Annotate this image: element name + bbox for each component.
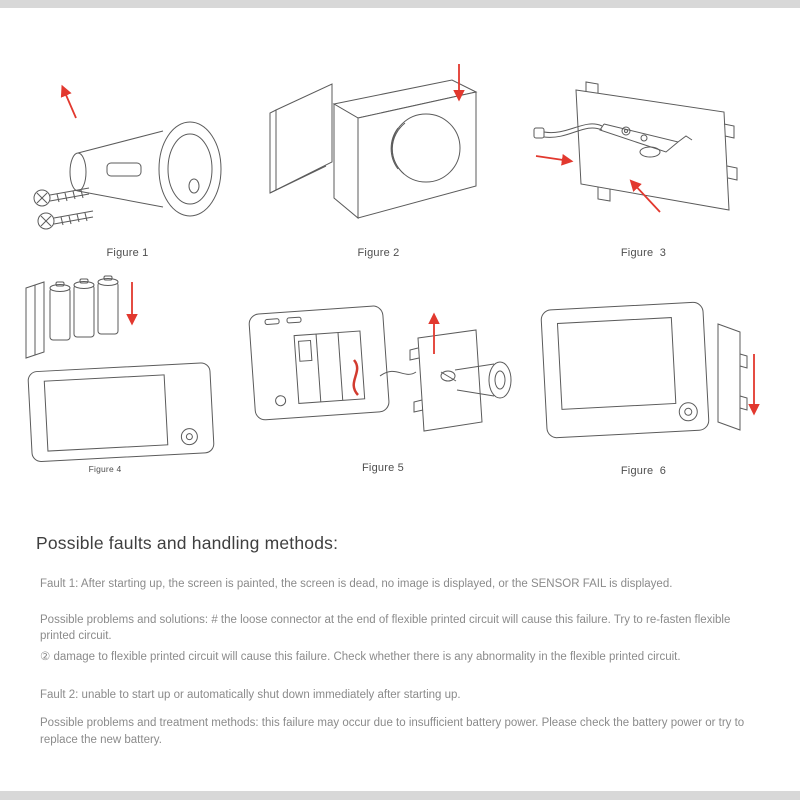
top-border-strip bbox=[0, 0, 800, 8]
figure-5-illustration bbox=[238, 300, 528, 460]
figure-1-caption: Figure 1 bbox=[106, 247, 149, 259]
peephole-barrel bbox=[70, 122, 221, 216]
back-panel bbox=[270, 84, 332, 193]
batteries bbox=[50, 276, 118, 340]
figure-1-illustration bbox=[15, 60, 240, 245]
figure-3 bbox=[526, 60, 761, 259]
red-arrow-icon bbox=[536, 156, 570, 161]
figure-6-caption: Figure 6 bbox=[620, 465, 667, 477]
monitor-front bbox=[541, 302, 709, 438]
figure-2-illustration bbox=[266, 60, 491, 245]
figure-3-illustration bbox=[526, 60, 761, 245]
figure-6-illustration bbox=[526, 298, 761, 463]
figure-4-illustration bbox=[20, 272, 235, 462]
solution-2-text: Possible problems and treatment methods: this failure may occur due to insufficient battery power. Please check the battery power or try to replace the new battery. bbox=[40, 717, 745, 747]
fault-2-text: Fault 2: unable to start up or automatically shut down immediately after starting up. bbox=[40, 688, 461, 701]
solution-1a-text: Possible problems and solutions: # the loose connector at the end of flexible printed circuit will cause this failure. Try to re-fasten flexible printed circuit. bbox=[40, 613, 731, 643]
fault-1-text: Fault 1: After starting up, the screen is painted, the screen is dead, no image is displayed, or the SENSOR FAIL is displayed. bbox=[40, 578, 673, 590]
solution-1b-text: ② damage to flexible printed circuit will cause this failure. Check whether there is any abnormality in the flexible printed circuit. bbox=[40, 651, 681, 664]
faults-section bbox=[36, 533, 768, 749]
camera-box bbox=[334, 80, 476, 218]
mounting-plate bbox=[576, 82, 737, 210]
figure-2 bbox=[266, 60, 491, 259]
figure-2-caption: Figure 2 bbox=[357, 247, 400, 259]
figure-5-caption: Figure 5 bbox=[362, 462, 404, 474]
mounting-screws bbox=[34, 188, 93, 229]
figure-6 bbox=[526, 298, 761, 477]
plate-edge bbox=[718, 324, 747, 430]
monitor-front bbox=[28, 363, 214, 462]
red-arrow-icon bbox=[63, 88, 76, 118]
battery-cover bbox=[26, 282, 44, 358]
bracket-plate bbox=[410, 330, 482, 431]
monitor-back bbox=[249, 305, 390, 420]
figure-1 bbox=[15, 60, 240, 259]
faults-heading: Possible faults and handling methods: bbox=[36, 533, 339, 553]
figure-4-caption: Figure 4 bbox=[88, 464, 122, 474]
figure-3-caption: Figure 3 bbox=[620, 247, 667, 259]
figure-5 bbox=[238, 300, 528, 474]
bottom-border-strip bbox=[0, 791, 800, 800]
figure-4 bbox=[20, 272, 235, 474]
